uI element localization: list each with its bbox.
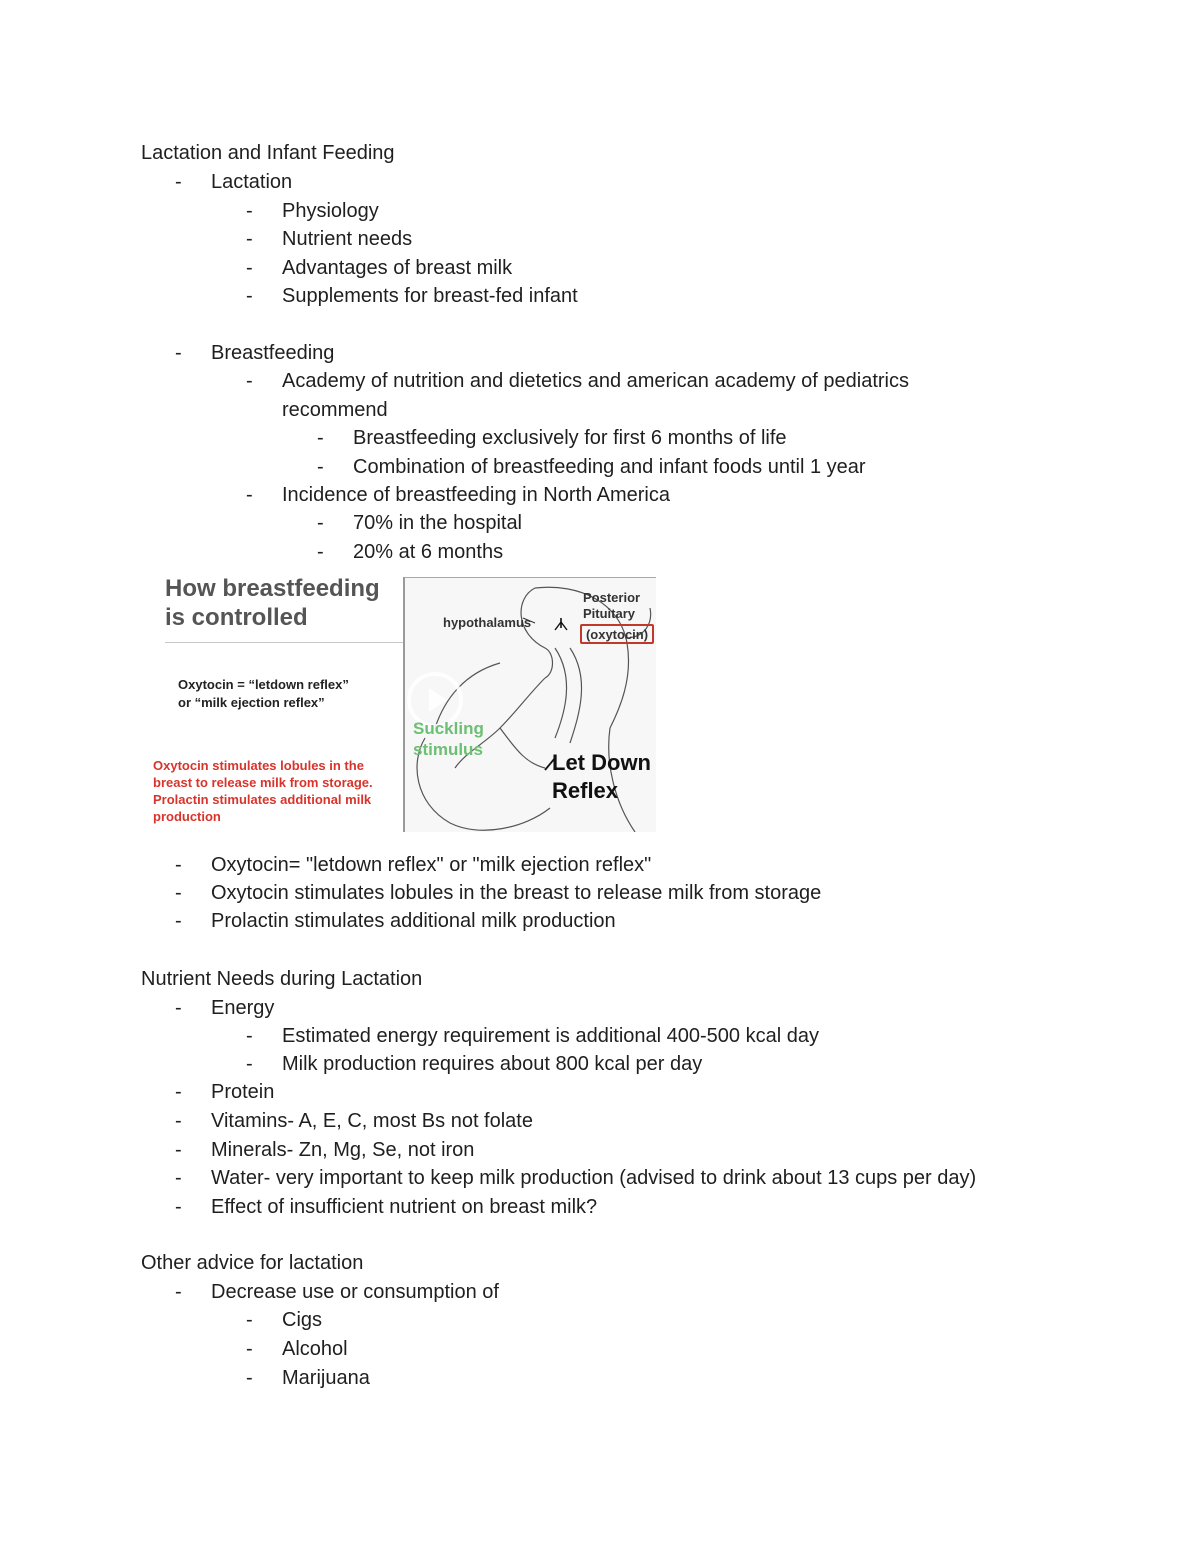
let-down-reflex-label: Let Down Reflex [552,750,651,803]
hypothalamus-label: hypothalamus [443,615,532,630]
figure-definition: Oxytocin = “letdown reflex” or “milk ejection reflex” [178,677,349,710]
suckling-stimulus-label: Suckling stimulus [413,719,484,759]
document-page: Lactation and Infant Feeding - Lactation - Physiology - Nutrient needs - Advantages of breast milk - Supplements for breast-fed infant - Breastfeeding - Academy of nutrition and dietetics and american academy of pediatrics recommend - Breastfeeding exclusively for first 6 months of life - Combination of breastfeeding and infant foods until 1 year - Incidence of breastfeeding in North America - 70% in the hospital - 20% at 6 months How breastfeeding is controlled Oxytocin = “letdown reflex” or “milk ejection reflex” Oxytocin stimulates lobules in the breast to release milk from storage. Prolactin stimulates additional milk production hypothalamus Posterior Pituitary (oxytocin) Suckling stimulus Let Down Reflex - Oxytocin= "letdown reflex" or "milk ejection reflex" - Oxytocin stimulates lobules in the breast to release milk from storage - Prolactin stimulates additional milk production Nutrient Needs during Lactation - Energy - Estimated energy requirement is additional 400-500 kcal day - Milk production requires about 800 kcal per day - Protein - Vitamins- A, E, C, most Bs not folate - Minerals- Zn, Mg, Se, not iron - Water- very important to keep milk production (advised to drink about 13 cups per day) - Effect of insufficient nutrient on breast milk? Other advice for lactation - Decrease use or consumption of - Cigs - Alcohol - Marijuana [0,0,1200,1553]
breastfeeding-control-figure [145,570,657,832]
oxytocin-box-label: (oxytocin) [580,624,654,644]
figure-title: How breastfeeding is controlled [165,575,380,631]
posterior-pituitary-label: Posterior Pituitary [583,590,641,621]
section-heading: Nutrient Needs during Lactation [141,968,423,990]
figure-divider [165,642,405,643]
figure-red-note: Oxytocin stimulates lobules in the breast to release milk from storage. Prolactin stimulates additional milk production [153,758,373,824]
section-heading: Other advice for lactation [141,1252,364,1274]
doc-title: Lactation and Infant Feeding [141,142,395,164]
mother-infant-illustration [403,577,656,832]
